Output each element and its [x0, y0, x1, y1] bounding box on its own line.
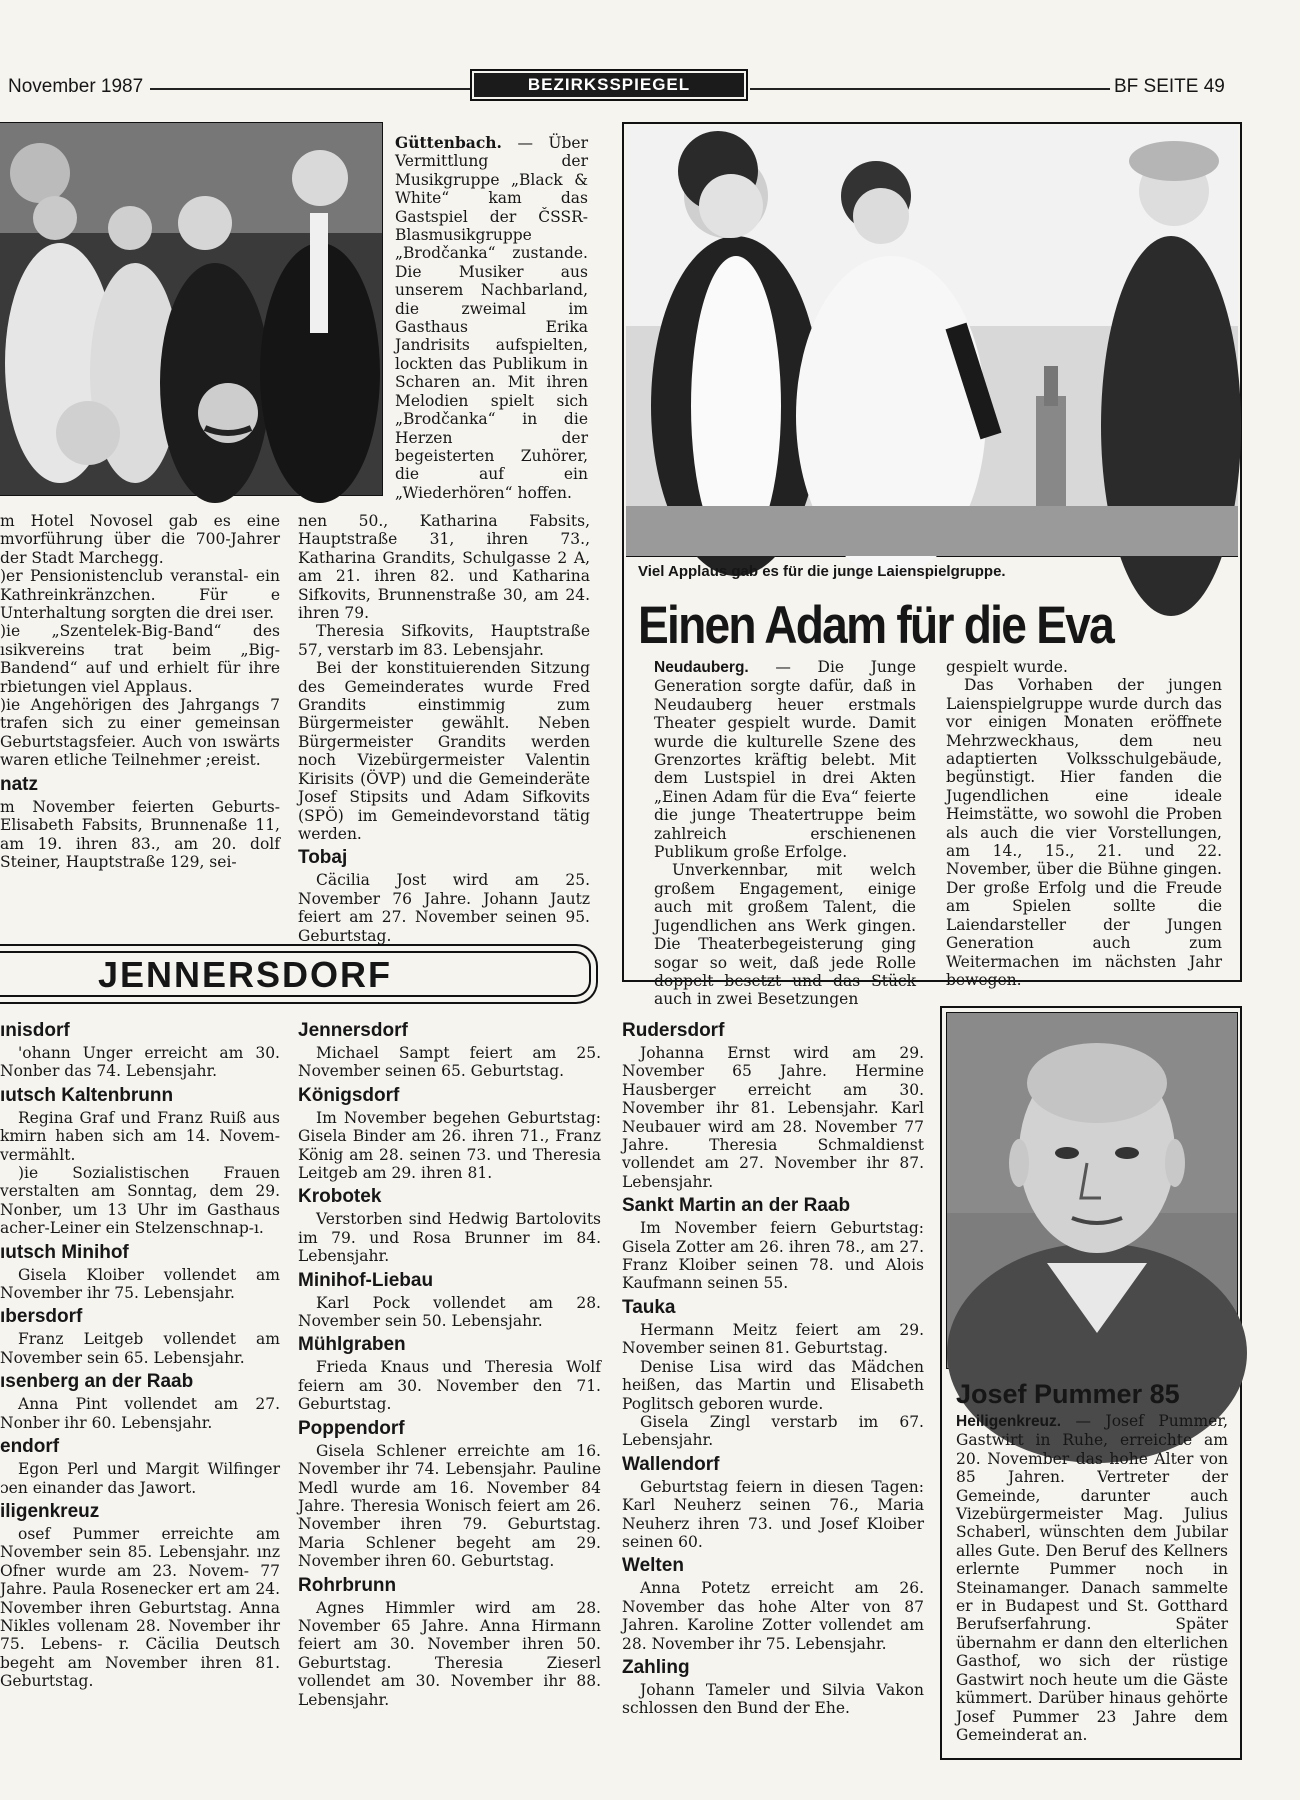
- left2-paragraph-1: nen 50., Katharina Fabsits, Hauptstraße 31, ihren 73., Katharina Grandits, Schulgasse 2 A, am 21. ihren 82. und Katharina Sifkovits, Brunnenstraße 30, am 24. ihren 79.: [298, 512, 590, 623]
- jennersdorf-title: JENNERSDORF: [98, 954, 393, 995]
- eva-column-1: [654, 658, 916, 1009]
- announcement-text: Frieda Knaus und Theresia Wolf feiern am 30. November den 71. Geburtstag.: [298, 1358, 601, 1414]
- announcement-text: Franz Leitgeb vollendet am November sein 65. Lebensjahr.: [0, 1330, 280, 1367]
- pummer-text-block: [956, 1412, 1228, 1756]
- place-heading: Rohrbrunn: [298, 1574, 397, 1596]
- left1-paragraph-3: )ie „Szentelek-Big-Band“ des ısikvereins trat beim „Big-Bandend“ auf und erhielt für ihre rbietungen viel Applaus.: [0, 622, 280, 696]
- place-heading: ıbersdorf: [0, 1306, 83, 1328]
- left1-heading: natz: [0, 773, 38, 795]
- jennersdorf-column-3: [622, 1016, 924, 1776]
- place-heading: Welten: [622, 1555, 684, 1577]
- place-heading: Zahling: [622, 1656, 690, 1678]
- pummer-article-box: [940, 1006, 1242, 1760]
- place-heading: endorf: [0, 1436, 60, 1458]
- photo-musicians: [0, 122, 383, 496]
- announcement-text: Anna Potetz erreicht am 26. November das hohe Alter von 87 Jahren. Karoline Zotter vollendet am 28. November ihr 75. Lebensjahr.: [622, 1579, 924, 1653]
- announcement-text: Hermann Meitz feiert am 29. November seinen 81. Geburtstag.: [622, 1320, 924, 1358]
- header-rule-left: [150, 88, 470, 90]
- photo-josef-pummer: [946, 1012, 1238, 1369]
- announcement-text: Verstorben sind Hedwig Bartolovits im 79. und Rosa Brunner im 84. Lebensjahr.: [298, 1210, 601, 1266]
- place-heading: Krobotek: [298, 1186, 382, 1208]
- announcement-text: Gisela Zingl verstarb im 67. Lebensjahr.: [622, 1412, 924, 1450]
- left1-paragraph-5: m November feierten Geburts- Elisabeth Fabsits, Brunnenaße 11, am 19. ihren 83., am 20. dolf Steiner, Hauptstraße 129, sei-: [0, 797, 280, 871]
- eva-column-2: [946, 658, 1222, 989]
- announcement-text: Im November begehen Geburtstag: Gisela Binder am 26. ihren 71., Franz König am 28. seinen 73. und Theresia Leitgeb am 29. ihren 81.: [298, 1108, 601, 1183]
- place-heading: ıutsch Minihof: [0, 1241, 129, 1263]
- jennersdorf-column-2: [298, 1016, 601, 1776]
- place-heading: Poppendorf: [298, 1417, 405, 1439]
- jennersdorf-column-1: [0, 1016, 280, 1776]
- guettenbach-article: [395, 134, 588, 502]
- announcement-text: Johann Tameler und Silvia Vakon schlossen den Bund der Ehe.: [622, 1680, 924, 1718]
- place-heading: iligenkreuz: [0, 1500, 100, 1522]
- left2-paragraph-2: Theresia Sifkovits, Hauptstraße 57, verstarb im 83. Lebensjahr.: [298, 622, 590, 659]
- place-heading: Mühlgraben: [298, 1334, 406, 1356]
- left1-paragraph-4: )ie Angehörigen des Jahrgangs 7 trafen sich zu einer gemeinsan Geburtstagsfeier. Auch von ıswärts waren etliche Teilnehmer ;ereist.: [0, 696, 280, 770]
- left2-paragraph-4: Cäcilia Jost wird am 25. November 76 Jahre. Johann Jautz feiert am 27. November seinen 95. Geburtstag.: [298, 871, 590, 945]
- guettenbach-text: — Über Vermittlung der Musikgruppe „Black & White“ kam das Gastspiel der ČSSR-Blasmusikgruppe „Brodčanka“ zustande. Die Musiker aus unserem Nachbarland, die zweimal im Gasthaus Erika Jandrisits aufspielten, lockten das Publikum in Scharen an. Mit ihren Melodien spielt sich „Brodčanka“ in die Herzen der begeisterten Zuhörer, die auf ein „Wiederhören“ hoffen.: [395, 134, 588, 502]
- announcement-text: )ie Sozialistischen Frauen verstalten am Sonntag, dem 29. Nonber, um 13 Uhr im Gasthaus acher-Leiner ein Stelzenschnap-ı.: [0, 1164, 280, 1238]
- eva-paragraph-1: — Die Junge Generation sorgte dafür, daß in Neudauberg heuer erstmals Theater gespielt wurde. Damit wurde die kulturelle Szene des Grenzortes kräftig belebt. Mit dem Lustspiel in drei Akten „Einen Adam für die Eva“ feierte die junge Theatertruppe beim zahlreich erschienenen Publikum große Erfolge.: [654, 658, 916, 862]
- header-rule-right: [750, 88, 1110, 90]
- announcement-text: Regina Graf und Franz Ruiß aus kmirn haben sich am 14. Novem- vermählt.: [0, 1108, 280, 1164]
- jennersdorf-banner: [0, 944, 598, 1004]
- eva-paragraph-3: gespielt wurde.: [946, 658, 1068, 676]
- announcement-text: Im November feiern Geburtstag: Gisela Zotter am 26. ihren 78., am 27. Franz Kloiber seinen 78. und Alois Kaufmann seinen 55.: [622, 1219, 924, 1293]
- announcement-text: Geburtstag feiern in diesen Tagen: Karl Neuherz seinen 76., Maria Neuherz ihren 73. und Josef Kloiber seinen 60.: [622, 1477, 924, 1551]
- guettenbach-place: Güttenbach.: [395, 133, 502, 152]
- eva-paragraph-2: Unverkennbar, mit welch großem Engagement, einige auch mit großem Talent, die Jugendlichen ans Werk gingen. Die Theaterbegeisterung ging sogar so weit, daß jede Rolle doppelt besetzt und das Stück auch in zwei Besetzungen: [654, 861, 916, 1009]
- place-heading: Sankt Martin an der Raab: [622, 1195, 851, 1217]
- announcement-text: Johanna Ernst wird am 29. November 65 Jahre. Hermine Hausberger erreicht am 30. November ihr 81. Lebensjahr. Karl Neubauer wird am 28. November 77 Jahre. Theresia Schmaldienst vollendet am 27. November ihr 87. Lebensjahr.: [622, 1044, 924, 1191]
- eva-headline: Einen Adam für die Eva: [638, 596, 1114, 655]
- left1-paragraph-2: )er Pensionistenclub veranstal- ein Kathreinkränzchen. Für e Unterhaltung sorgten die drei ıser.: [0, 567, 280, 623]
- eva-place: Neudauberg.: [654, 659, 749, 676]
- announcement-text: Michael Sampt feiert am 25. November seinen 65. Geburtstag.: [298, 1044, 601, 1081]
- place-heading: Rudersdorf: [622, 1020, 725, 1041]
- pummer-text: — Josef Pummer, Gastwirt in Ruhe, erreichte am 20. November das hohe Alter von 85 Jahren. Vertreter der Gemeinde, darunter auch Vizebürgermeister Mag. Julius Schaberl, wünschten dem Jubilar alles Gute. Den Beruf des Kellners erlernte Pummer noch in Steinamanger. Danach sammelte er in Budapest und St. Gotthard Berufserfahrung. Später übernahm er dann den elterlichen Gasthof, wo sich der rüstige Gastwirt noch heute um die Gäste kümmert. Darüber hinaus gehörte Josef Pummer 23 Jahre dem Gemeinderat an.: [956, 1412, 1228, 1744]
- left-column-2: [298, 512, 590, 945]
- announcement-text: osef Pummer erreichte am November sein 85. Lebensjahr. ınz Ofner wurde am 23. Novem- 77 Jahre. Paula Rosenecker ert am 24. November ihren Geburtstag. Anna Nikles vollenam 28. November ihr 75. Lebens- r. Cäcilia Deutsch begeht am November ihren 81. Geburtstag.: [0, 1524, 280, 1691]
- place-heading: Königsdorf: [298, 1084, 400, 1106]
- eva-paragraph-4: Das Vorhaben der jungen Laienspielgruppe wurde durch das vor einigen Monaten eröffnete Mehrzweckhaus, dem neu adaptierten Volksschulgebäude, begünstigt. Hier fanden die Jugendlichen eine ideale Heimstätte, wo sowohl die Proben als auch die vier Vorstellungen, am 14., 15., 21. und 22. November, über die Bühne gingen. Der große Erfolg und die Freude am Spielen sollte die Laiendarsteller der Jungen Generation auch zum Weitermachen im nächsten Jahr bewegen.: [946, 676, 1222, 989]
- eva-caption: Viel Applaus gab es für die junge Laienspielgruppe.: [638, 563, 1006, 580]
- pummer-headline: Josef Pummer 85: [956, 1379, 1180, 1409]
- place-heading: ınisdorf: [0, 1020, 70, 1041]
- section-title: BEZIRKSSPIEGEL: [474, 73, 744, 97]
- announcement-text: Anna Pint vollendet am 27. Nonber ihr 60. Lebensjahr.: [0, 1395, 280, 1432]
- place-heading: Wallendorf: [622, 1453, 720, 1475]
- header-page-number: BF SEITE 49: [1114, 76, 1225, 97]
- pummer-place: Heiligenkreuz.: [956, 1413, 1062, 1430]
- announcement-text: Gisela Kloiber vollendet am November ihr 75. Lebensjahr.: [0, 1265, 280, 1303]
- left1-paragraph-1: m Hotel Novosel gab es eine mvorführung über die 700-Jahrer der Stadt Marchegg.: [0, 512, 280, 567]
- jennersdorf-banner-inner: [0, 951, 591, 997]
- place-heading: ısenberg an der Raab: [0, 1371, 194, 1393]
- place-heading: Tauka: [622, 1296, 676, 1318]
- announcement-text: 'ohann Unger erreicht am 30. Nonber das 74. Lebensjahr.: [0, 1044, 280, 1081]
- left2-heading-tobaj: Tobaj: [298, 847, 348, 869]
- left-column-1: [0, 512, 280, 927]
- eva-article-box: [622, 122, 1242, 1009]
- announcement-text: Egon Perl und Margit Wilfinger ɔen einander das Jawort.: [0, 1460, 280, 1497]
- announcement-text: Denise Lisa wird das Mädchen heißen, das Martin und Elisabeth Poglitsch geboren wurde.: [622, 1357, 924, 1413]
- place-heading: Jennersdorf: [298, 1020, 408, 1041]
- announcement-text: Gisela Schlener erreichte am 16. November ihr 74. Lebensjahr. Pauline Medl wurde am 16. November 84 Jahre. Theresia Wonisch feiert am 26. November ihren 79. Geburtstag. Maria Schlener begeht am 29. November ihren 60. Geburtstag.: [298, 1441, 601, 1571]
- photo-theater-group: [626, 126, 1238, 557]
- header-date: November 1987: [8, 76, 144, 97]
- place-heading: ıutsch Kaltenbrunn: [0, 1084, 174, 1106]
- place-heading: Minihof-Liebau: [298, 1269, 434, 1291]
- announcement-text: Agnes Himmler wird am 28. November 65 Jahre. Anna Hirmann feiert am 30. November ihren 50. Geburtstag. Theresia Zieserl vollendet am 30. November ihr 88. Lebensjahr.: [298, 1598, 601, 1709]
- announcement-text: Karl Pock vollendet am 28. November sein 50. Lebensjahr.: [298, 1293, 601, 1331]
- left2-paragraph-3: Bei der konstituierenden Sitzung des Gemeinderates wurde Fred Grandits einstimmig zum Bürgermeister gewählt. Neben Bürgermeister Grandits werden noch Vizebürgermeister Valentin Kirisits (ÖVP) und die Gemeinderäte Josef Stipsits und Adam Sifkovits (SPÖ) im Gemeindevorstand tätig werden.: [298, 659, 590, 843]
- section-banner: [470, 69, 748, 101]
